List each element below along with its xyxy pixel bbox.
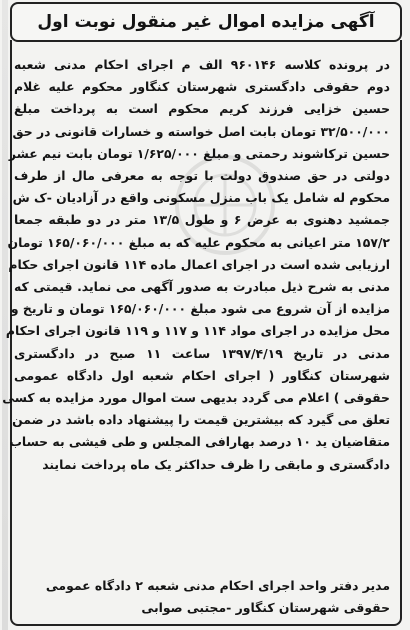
notice-line: ۳۲/۵۰۰/۰۰۰ تومان بابت اصل خواسته و خسارات قانونی در حق	[12, 123, 390, 139]
notice-line: ۱۵۷/۲ متر اعیانی به محکوم علیه که به مبلغ ۱۶۵/۰۶۰/۰۰۰ تومان	[7, 234, 390, 250]
notice-line: جمشید دهنوی به عرض ۶ و طول ۱۳/۵ متر در دو طبقه جمعا	[14, 212, 390, 228]
notice-line: مدنی در تاریخ ۱۳۹۷/۴/۱۹ ساعت ۱۱ صبح در دادگستری	[14, 345, 390, 361]
notice-line: حقوقی ) اعلام می گردد بدیهی ست اموال مورد مزایده به کسی	[2, 390, 390, 406]
notice-line: دولتی در حق صندوق دولت با توجه به معرفی مال از طرف	[14, 168, 390, 184]
notice-line: تعلق می گیرد که بیشترین قیمت را پیشنهاد داده باشد در ضمن	[12, 412, 390, 428]
page-edge	[2, 0, 8, 630]
notice-line: مدنی به شرح ذیل مبادرت به صدور آگهی می نماید. قیمتی که	[14, 279, 390, 295]
signature-line: حقوقی شهرستان کنگاور -مجتبی صوابی	[141, 600, 390, 615]
notice-line: محل مزایده در اجرای مواد ۱۱۴ و ۱۱۷ و ۱۱۹ قانون اجرای احکام	[5, 323, 390, 339]
notice-signature	[14, 575, 390, 619]
notice-line: شهرستان کنگاور ( اجرای احکام شعبه اول دادگاه عمومی	[14, 367, 390, 383]
notice-line: حسین خزایی فرزند کریم محکوم است به پرداخت مبلغ	[14, 101, 390, 117]
notice-line: حسین ترکاشوند رحمتی و مبلغ ۱/۶۲۵/۰۰۰ تومان بابت نیم عشر	[8, 145, 390, 161]
notice-line: متقاضیان ید ۱۰ درصد بهارافی المجلس و طی فیشی به حساب	[9, 434, 390, 450]
notice-body	[2, 54, 390, 476]
notice-line: دادگستری و مابقی را ظرف حداکثر یک ماه پرداخت نمایند	[42, 456, 390, 472]
notice-title: آگهی مزایده اموال غیر منقول نوبت اول	[37, 12, 375, 32]
notice-line: مزایده از آن شروع می شود مبلغ ۱۶۵/۰۶۰/۰۰۰ تومان و تاریخ و	[10, 301, 390, 317]
notice-line: محکوم له شامل یک باب منزل مسکونی واقع در آزادیان -ک ش	[12, 190, 390, 206]
notice-line: ارزیابی شده است در اجرای اعمال ماده ۱۱۴ قانون اجرای حکام	[8, 256, 390, 272]
notice-line: در پرونده کلاسه ۹۶۰۱۴۶ الف م اجرای احکام مدنی شعبه	[14, 57, 390, 72]
signature-line: مدیر دفتر واحد اجرای احکام مدنی شعبه ۲ دادگاه عمومی	[45, 578, 390, 593]
notice-line: دوم حقوقی دادگستری شهرستان کنگاور محکوم علیه غلام	[14, 79, 390, 95]
notice-title-box	[10, 2, 402, 42]
